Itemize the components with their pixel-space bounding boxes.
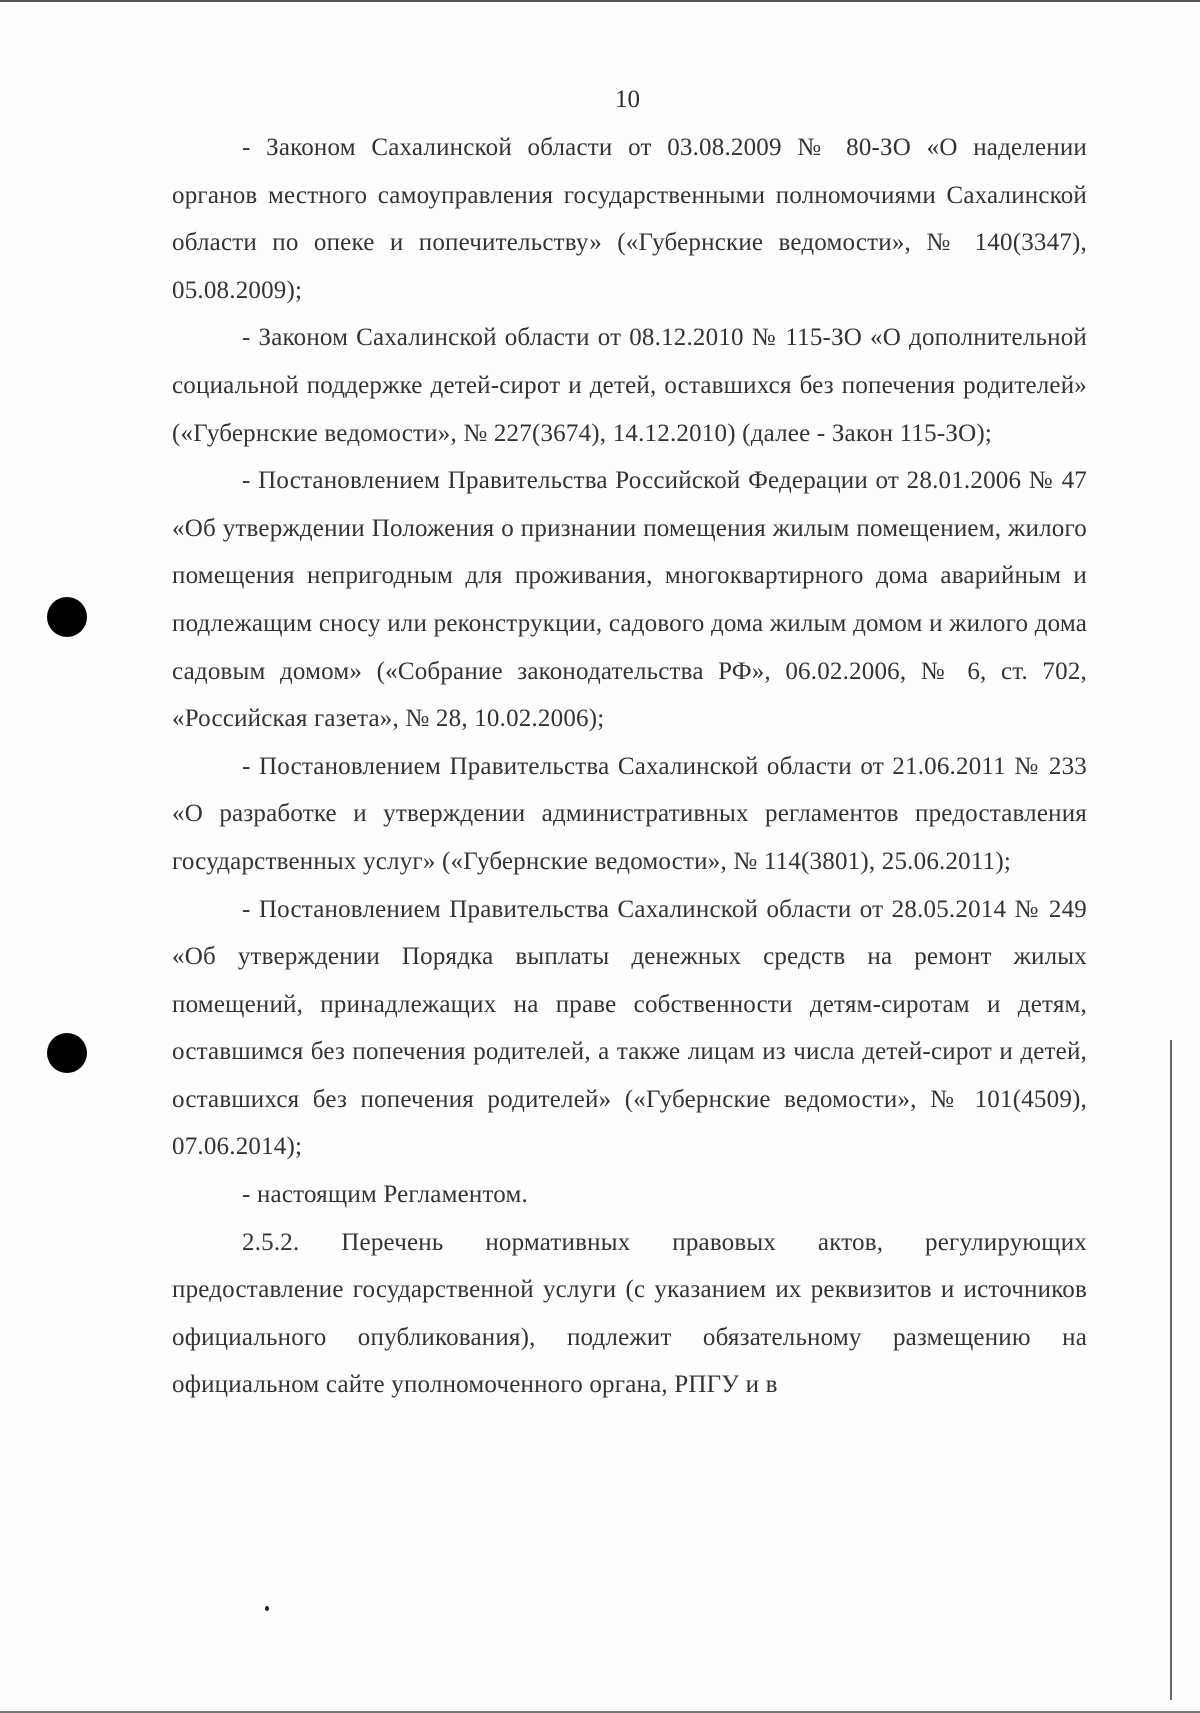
- page-top-edge: [0, 0, 1200, 2]
- paragraph-law-80-zo: - Законом Сахалинской области от 03.08.2009 № 80-ЗО «О наделении органов местного самоуправления государственными полномочиями Сахалинской области по опеке и попечительству» («Губернские ведомости», № 140(3347), 05.08.2009);: [172, 134, 1087, 304]
- page-right-edge: [1170, 1040, 1172, 1700]
- paragraph-2-5-2: 2.5.2. Перечень нормативных правовых актов, регулирующих предоставление государственной услуги (с указанием их реквизитов и источников официального опубликования), подлежит обязательному размещению на официальном сайте уполномоченного органа, РПГУ и в: [172, 1228, 1087, 1399]
- document-body: [172, 124, 1087, 1409]
- page-number: 10: [615, 86, 640, 113]
- paragraph-resolution-249: - Постановлением Правительства Сахалинской области от 28.05.2014 № 249 «Об утверждении Порядка выплаты денежных средств на ремонт жилых помещений, принадлежащих на праве собственности детям-сиротам и детям, оставшимся без попечения родителей, а также лицам из числа детей-сирот и детей, оставшихся без попечения родителей» («Губернские ведомости», № 101(4509), 07.06.2014);: [172, 895, 1087, 1161]
- paragraph-resolution-233: - Постановлением Правительства Сахалинской области от 21.06.2011 № 233 «О разработке и утверждении административных регламентов предоставления государственных услуг» («Губернские ведомости», № 114(3801), 25.06.2011);: [172, 752, 1087, 875]
- scan-speck: [265, 1606, 269, 1611]
- punch-hole-top: [47, 597, 87, 637]
- punch-hole-bottom: [47, 1033, 87, 1073]
- paragraph-resolution-47: - Постановлением Правительства Российской Федерации от 28.01.2006 № 47 «Об утверждении Положения о признании помещения жилым помещением, жилого помещения непригодным для проживания, многоквартирного дома аварийным и подлежащим сносу или реконструкции, садового дома жилым домом и жилого дома садовым домом» («Собрание законодательства РФ», 06.02.2006, № 6, ст. 702, «Российская газета», № 28, 10.02.2006);: [172, 467, 1087, 733]
- paragraph-this-regulation: - настоящим Регламентом.: [242, 1181, 528, 1209]
- paragraph-law-115-zo: - Законом Сахалинской области от 08.12.2010 № 115-ЗО «О дополнительной социальной поддержке детей-сирот и детей, оставшихся без попечения родителей» («Губернские ведомости», № 227(3674), 14.12.2010) (далее - Закон 115-ЗО);: [172, 324, 1087, 447]
